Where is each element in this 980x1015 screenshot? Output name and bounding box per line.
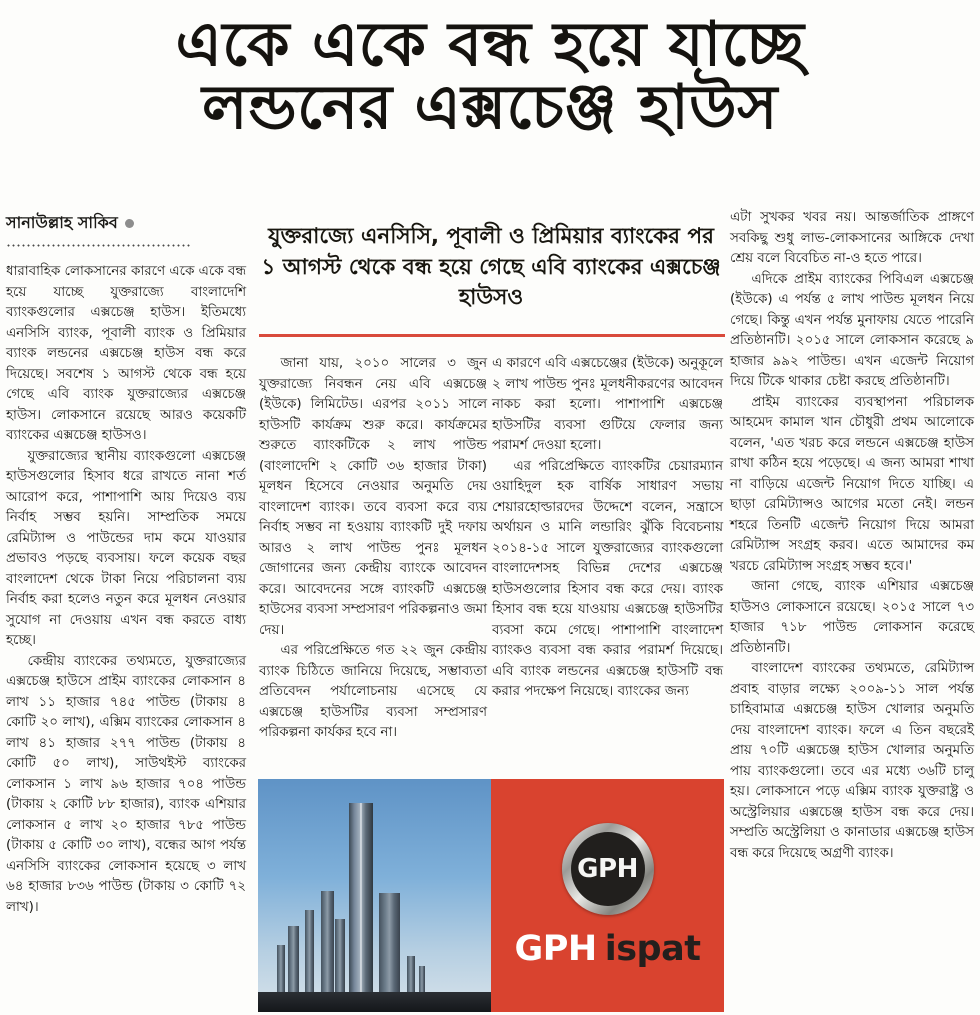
byline-block — [6, 210, 246, 247]
byline-dot-icon — [125, 219, 134, 228]
city-skyline-photo — [258, 779, 491, 1012]
deck-red-rule — [259, 334, 725, 337]
paragraph: এদিকে প্রাইম ব্যাংকের পিবিএল এক্সচেঞ্জ (ইউকে) এ পর্যন্ত ৫ লাখ পাউন্ড মূলধন নিয়ে গেছে। কিন্তু এখন পর্যন্ত মুনাফায় যেতে পারেনি প্রতিষ্ঠানটি। ২০১৫ সালে লোকসান করেছে ৯ হাজার ৯৯২ পাউন্ড। এখন এজেন্ট নিয়োগ দিয়ে টিকে থাকার চেষ্টা করছে প্রতিষ্ঠানটি। — [730, 271, 974, 389]
building — [335, 919, 345, 996]
paragraph: ধারাবাহিক লোকসানের কারণে একে একে বন্ধ হয়ে যাচ্ছে যুক্তরাজ্যে বাংলাদেশি ব্যাংকগুলোর এক্সচেঞ্জ হাউস। ইতিমধ্যে এনসিসি ব্যাংক, পূবালী ব্যাংক ও প্রিমিয়ার ব্যাংক লন্ডনের এক্সচেঞ্জ হাউস বন্ধ করে দিয়েছে। সবশেষ ১ আগস্ট থেকে বন্ধ হয়ে গেছে এবি ব্যাংক যুক্তরাজ্যের এক্সচেঞ্জ হাউস। লোকসানে রয়েছে আরও কয়েকটি ব্যাংকের এক্সচেঞ্জ হাউসও। — [6, 264, 246, 443]
building — [321, 891, 334, 996]
paragraph: যুক্তরাজ্যের স্থানীয় ব্যাংকগুলো এক্সচেঞ্জ হাউসগুলোর হিসাব ধরে রাখতে নানা শর্ত আরোপ করে, পাশাপাশি আয় দিয়েও ব্যয় নির্বাহ সম্ভব হয়নি। সাম্প্রতিক সময়ে রেমিট্যান্স ও পাউন্ডের দাম কমে যাওয়ার প্রভাবও পড়ছে ব্যবসায়। ফলে কয়েক বছর বাংলাদেশ থেকে টাকা নিয়ে পরিচালনা ব্যয় নির্বাহ করা হলেও নতুন করে মূলধন নেওয়ার সুযোগ না দেওয়ায় এখন বন্ধ করতে বাধ্য হচ্ছে। — [6, 448, 246, 648]
paragraph: প্রাইম ব্যাংকের ব্যবস্থাপনা পরিচালক আহমেদ কামাল খান চৌধুরী প্রথম আলোকে বলেন, 'এত খরচ করে লন্ডনে এক্সচেঞ্জ হাউস রাখা কঠিন হয়ে পড়েছে। এ জন্য আমরা শাখা না বাড়িয়ে এজেন্ট নিয়োগ দিতে যাচ্ছি। এ ছাড়া রেমিট্যান্সও আগের মতো নেই। লন্ডন শহরে তিনটি এজেন্ট নিয়োগ দিয়ে আমরা রেমিট্যান্স সংগ্রহ করব। এতে আমাদের কম খরচে রেমিট্যান্স সংগ্রহ সম্ভব হবে।' — [730, 394, 974, 574]
paragraph: এর পরিপ্রেক্ষিতে ব্যাংকটির চেয়ারম্যান ওয়াহিদুল হক বার্ষিক সাধারণ সভায় শেয়ারহোল্ডারদের উদ্দেশে বলেন, সন্ত্রাসে অর্থায়ন ও মানি লন্ডারিং ঝুঁকি বিবেচনায় ২০১৪-১৫ সালে যুক্তরাজ্যের ব্যাংকগুলো বাংলাদেশসহ বিভিন্ন দেশের এক্সচেঞ্জ হাউসগুলোর হিসাব বন্ধ করে দেয়। ব্যাংক হিসাব বন্ধ হয়ে যাওয়ায় এক্সচেঞ্জ হাউসটির ব্যবসা কমে গেছে। পাশাপাশি বাংলাদেশ ব্যাংকও ব্যবসা বন্ধ করার পরামর্শ দিয়েছে। এবি ব্যাংক লন্ডনের এক্সচেঞ্জ হাউসটি বন্ধ করার পদক্ষেপ নিয়েছে। ব্যাংকের জন্য — [492, 458, 723, 699]
paragraph: জানা যায়, ২০১০ সালের ৩ জুন যুক্তরাজ্যে নিবন্ধন নেয় এবি এক্সচেঞ্জ (ইউকে) লিমিটেড। এরপর ২০১১ সালে হাউসটি কার্যক্রম শুরু করে। কার্যক্রমের শুরুতে ব্যাংকটিকে ২ লাখ পাউন্ড (বাংলাদেশি ২ কোটি ৩৬ হাজার টাকা) মূলধন হিসেবে নেওয়ার অনুমতি দেয় বাংলাদেশ ব্যাংক। তবে ব্যবসা করে ব্যয় নির্বাহ সম্ভব না হওয়ায় ব্যাংকটি দুই দফায় আরও ২ লাখ পাউন্ড পুনঃ মূলধন জোগানের জন্য কেন্দ্রীয় ব্যাংকে আবেদন করে। আবেদনের সঙ্গে ব্যাংকটি এক্সচেঞ্জ হাউসের ব্যবসা সম্প্রসারণ পরিকল্পনাও জমা দেয়। — [259, 356, 487, 638]
body-column-3 — [492, 354, 723, 703]
paragraph: এ কারণে এবি এক্সচেঞ্জের (ইউকে) অনুকূলে ২ লাখ পাউন্ড পুনঃ মূলধনীকরণের আবেদন নাকচ করা হলো। পাশাপাশি এক্সচেঞ্জ হাউসটির ব্যবসা গুটিয়ে ফেলার জন্য পরামর্শ দেওয়া হলো। — [492, 356, 723, 453]
building — [305, 910, 315, 996]
paragraph: এর পরিপ্রেক্ষিতে গত ২২ জুন কেন্দ্রীয় ব্যাংক চিঠিতে জানিয়ে দিয়েছে, সম্ভাব্যতা প্রতিবেদন পর্যালোচনায় এসেছে যে এক্সচেঞ্জ হাউসটির ব্যবসা সম্প্রসারণ পরিকল্পনা কার্যকর হবে না। — [259, 643, 487, 740]
wordmark-ispat: ispat — [604, 928, 701, 969]
paragraph: বাংলাদেশ ব্যাংকের তথ্যমতে, রেমিট্যান্স প্রবাহ বাড়ার লক্ষ্যে ২০০৯-১১ সাল পর্যন্ত চাহিবামাত্র এক্সচেঞ্জ হাউস খোলার অনুমতি দেয় বাংলাদেশ ব্যাংক। ফলে এ তিন বছরেই প্রায় ৭০টি এক্সচেঞ্জ হাউস খোলার অনুমতি পায় ব্যাংকগুলো। তবে এর মধ্যে ৩৬টি চালু হয়। লোকসানে পড়ে এক্সিম ব্যাংক যুক্তরাষ্ট্র ও অস্ট্রেলিয়ার এক্সচেঞ্জ হাউস বন্ধ করে দেয়। সম্প্রতি অস্ট্রেলিয়া ও কানাডার এক্সচেঞ্জ হাউস বন্ধ করে দিয়েছে অগ্রণী ব্যাংক। — [730, 661, 974, 861]
headline-line-2: লন্ডনের এক্সচেঞ্জ হাউস — [202, 71, 778, 143]
building — [288, 926, 298, 996]
main-tower-building — [349, 803, 373, 996]
byline — [6, 210, 246, 237]
headline-line-1: একে একে বন্ধ হয়ে যাচ্ছে — [175, 9, 805, 80]
gph-ispat-wordmark — [515, 929, 701, 969]
building — [379, 893, 400, 996]
wordmark-gph: GPH — [514, 928, 597, 969]
skyline-foreground — [258, 992, 491, 1012]
building — [277, 945, 285, 996]
dotted-separator — [6, 244, 192, 247]
gph-logo-icon — [562, 823, 654, 915]
body-column-1 — [6, 262, 246, 918]
paragraph: এটা সুখকর খবর নয়। আন্তর্জাতিক প্রাঙ্গণে সবকিছু শুধু লাভ-লোকসানের আঙ্গিকে দেখা শ্রেয় বলে বিবেচিত না-ও হতে পারে। — [730, 210, 974, 266]
gph-ispat-advertisement[interactable] — [258, 779, 724, 1012]
byline-author-name: সানাউল্লাহ সাকিব — [6, 213, 118, 232]
body-column-2 — [259, 354, 487, 744]
ad-brand-panel — [491, 779, 724, 1012]
paragraph: কেন্দ্রীয় ব্যাংকের তথ্যমতে, যুক্তরাজ্যের এক্সচেঞ্জ হাউসে প্রাইম ব্যাংকের লোকসান ৪ লাখ ১১ হাজার ৭৪৫ পাউন্ড (টাকায় ৪ কোটি ২০ লাখ), এক্সিম ব্যাংকের লোকসান ৪ লাখ ৪১ হাজার ২৭৭ পাউন্ড (টাকায় ৪ কোটি ৫০ লাখ), সাউথইস্ট ব্যাংকের লোকসান ১ লাখ ৯৬ হাজার ৭০৪ পাউন্ড (টাকায় ২ কোটি ৮৮ হাজার), ব্যাংক এশিয়ার লোকসান ৫ লাখ ২০ হাজার ৭৮৫ পাউন্ড (টাকায় ৫ কোটি ৩০ লাখ), বন্ধের আগ পর্যন্ত এনসিসি ব্যাংকের লোকসান হয়েছে ৩ লাখ ৬৪ হাজার ৮৩৬ পাউন্ড (টাকায় ৩ কোটি ৭২ লাখ)। — [6, 653, 246, 915]
headline — [0, 9, 980, 143]
deck-text: যুক্তরাজ্যে এনসিসি, পূবালী ও প্রিমিয়ার ব্যাংকের পর ১ আগস্ট থেকে বন্ধ হয়ে গেছে এবি ব্যাংকের এক্সচেঞ্জ হাউসও — [261, 224, 721, 311]
body-column-4 — [730, 208, 974, 864]
building — [407, 956, 414, 996]
paragraph: জানা গেছে, ব্যাংক এশিয়ার এক্সচেঞ্জ হাউসও লোকসানে রয়েছে। ২০১৫ সালে ৭৩ হাজার ৭১৮ পাউন্ড লোকসান করেছে প্রতিষ্ঠানটি। — [730, 579, 974, 656]
gph-logo-text: GPH — [571, 832, 645, 906]
